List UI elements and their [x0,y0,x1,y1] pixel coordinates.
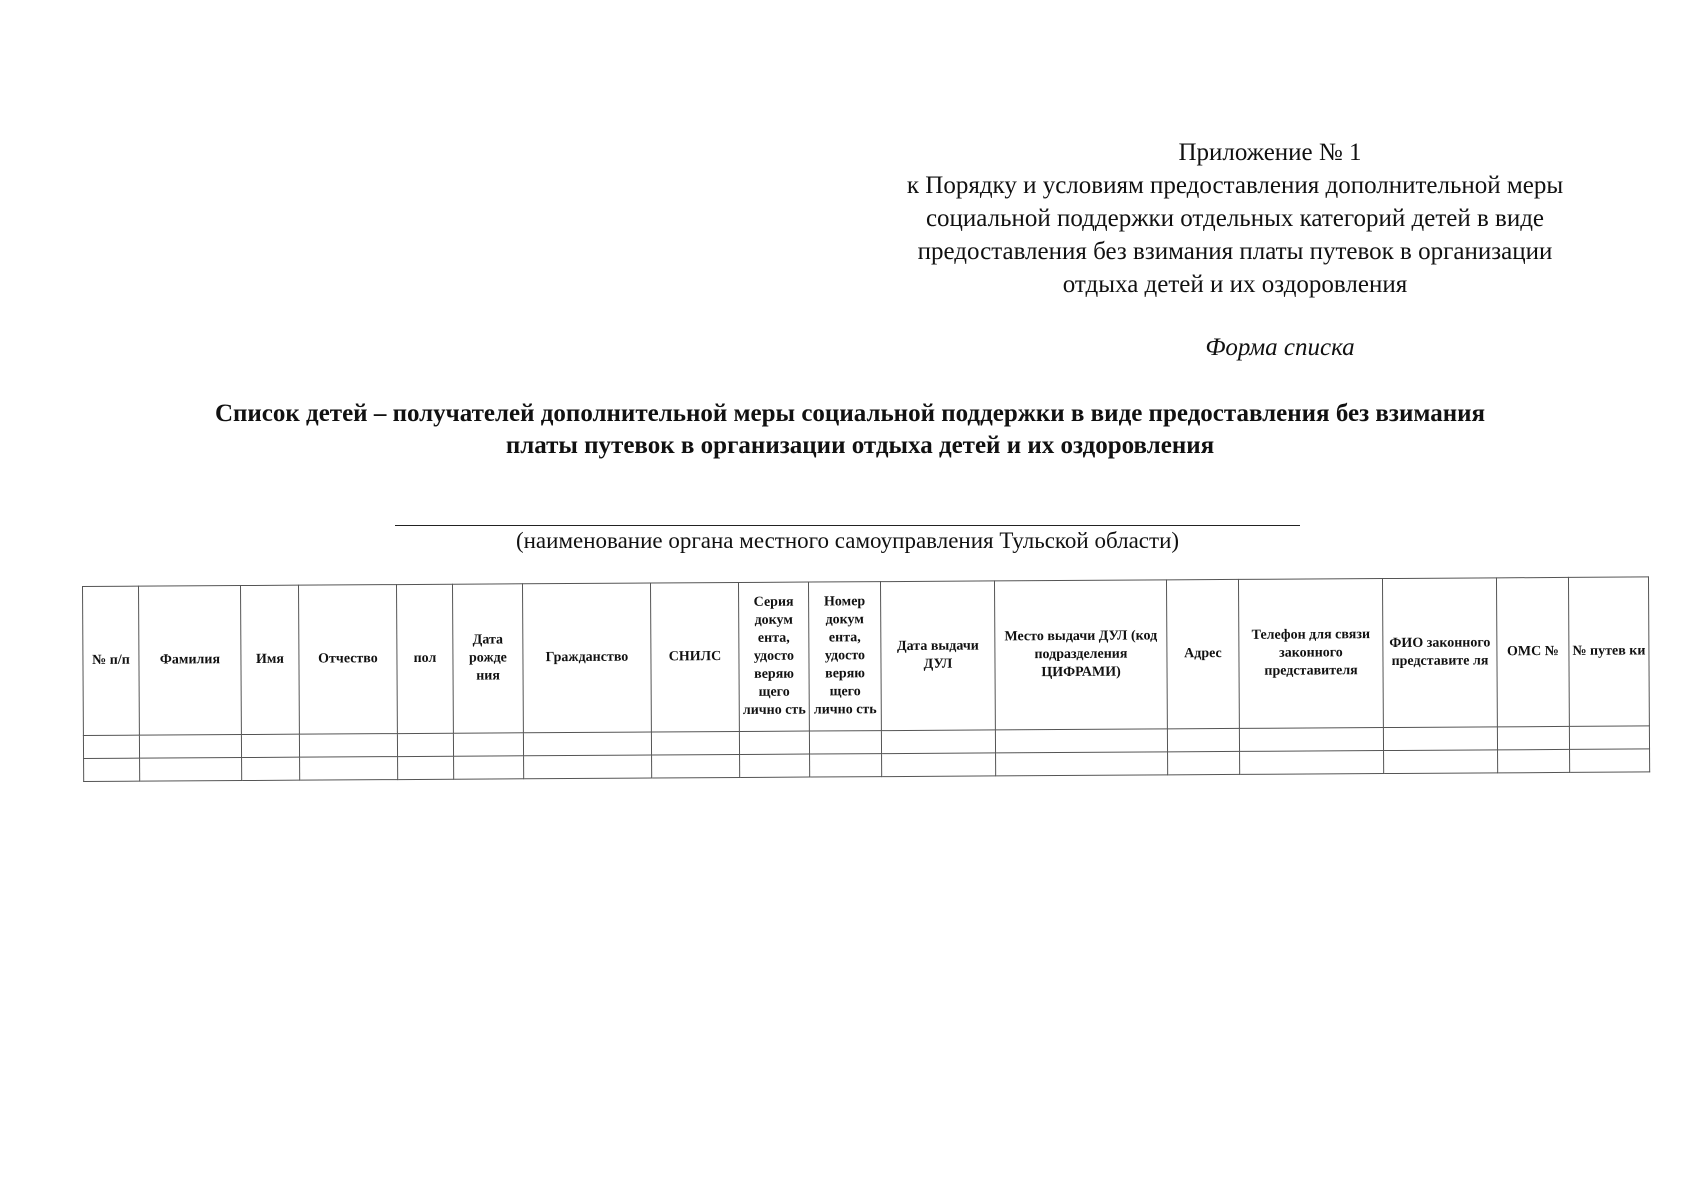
table-cell [398,756,454,779]
appendix-line: к Порядку и условиям предоставления дополнительной меры [906,172,1564,199]
column-header: Гражданство [522,583,651,733]
table-cell [1570,749,1650,772]
table-cell [810,754,882,777]
column-header: ФИО законного представите ля [1382,578,1497,728]
column-header: Имя [241,585,300,734]
column-header: Дата выдачи ДУЛ [880,581,995,731]
table-cell [1497,726,1569,749]
appendix-line: предоставления без взимания платы путевок в организации [917,238,1553,265]
column-header: № путев ки [1568,577,1649,726]
table-cell [882,753,996,777]
table-cell [300,757,398,781]
table-cell [299,734,397,758]
column-header: Отчество [298,585,397,735]
org-name-caption: (наименование органа местного самоуправления Тульской области) [515,528,1180,553]
form-label: Форма списка [1205,334,1355,361]
table-header-row [83,577,1650,736]
document-title [60,398,1640,462]
org-name-blank-line [395,525,1300,526]
table-cell [1239,728,1383,752]
table-cell [809,731,881,754]
table-cell [881,730,995,754]
table-cell [524,755,652,779]
table-cell [241,734,299,757]
table-cell [739,731,809,754]
title-line-1: Список детей – получателей дополнительной меры социальной поддержки в виде предоставления без взимания [214,400,1486,427]
column-header: № п/п [83,586,140,735]
column-header: СНИЛС [650,582,739,732]
column-header: Серия докум ента, удосто веряю щего лично сть [738,582,809,731]
table-cell [996,752,1168,776]
appendix-line: отдыха детей и их оздоровления [1062,271,1408,298]
appendix-number: Приложение № 1 [1178,139,1362,166]
table-cell [140,758,242,782]
table-cell [651,731,739,755]
table-cell [1167,728,1239,751]
table-cell [1569,726,1649,749]
column-header: Место выдачи ДУЛ (код подразделения ЦИФРАМИ) [994,580,1167,730]
children-list-table [82,576,1650,782]
table-cell [454,756,524,779]
table-cell [83,735,139,758]
table-cell [139,735,241,759]
table-cell [1384,750,1498,774]
table-cell [453,733,523,756]
table-cell [1383,727,1497,751]
table-cell [1168,751,1240,774]
column-header: Дата рожде ния [452,584,523,733]
table-cell [740,754,810,777]
column-header: Фамилия [139,586,242,736]
table-cell [1498,749,1570,772]
column-header: Адрес [1166,579,1239,728]
appendix-line: социальной поддержки отдельных категорий детей в виде [925,205,1545,232]
table-cell [995,729,1167,753]
column-header: пол [396,584,453,733]
title-line-2: платы путевок в организации отдыха детей и их оздоровления [505,432,1215,459]
column-header: Телефон для связи законного представителя [1238,579,1383,729]
column-header: ОМС № [1496,577,1569,726]
table-cell [652,754,740,778]
table-cell [242,757,300,780]
column-header: Номер докум ента, удосто веряю щего лично сть [808,582,881,731]
table-body [83,726,1649,782]
table-cell [523,732,651,756]
table-cell [397,733,453,756]
table-cell [84,758,140,781]
table-cell [1240,751,1384,775]
appendix-heading [800,136,1670,301]
